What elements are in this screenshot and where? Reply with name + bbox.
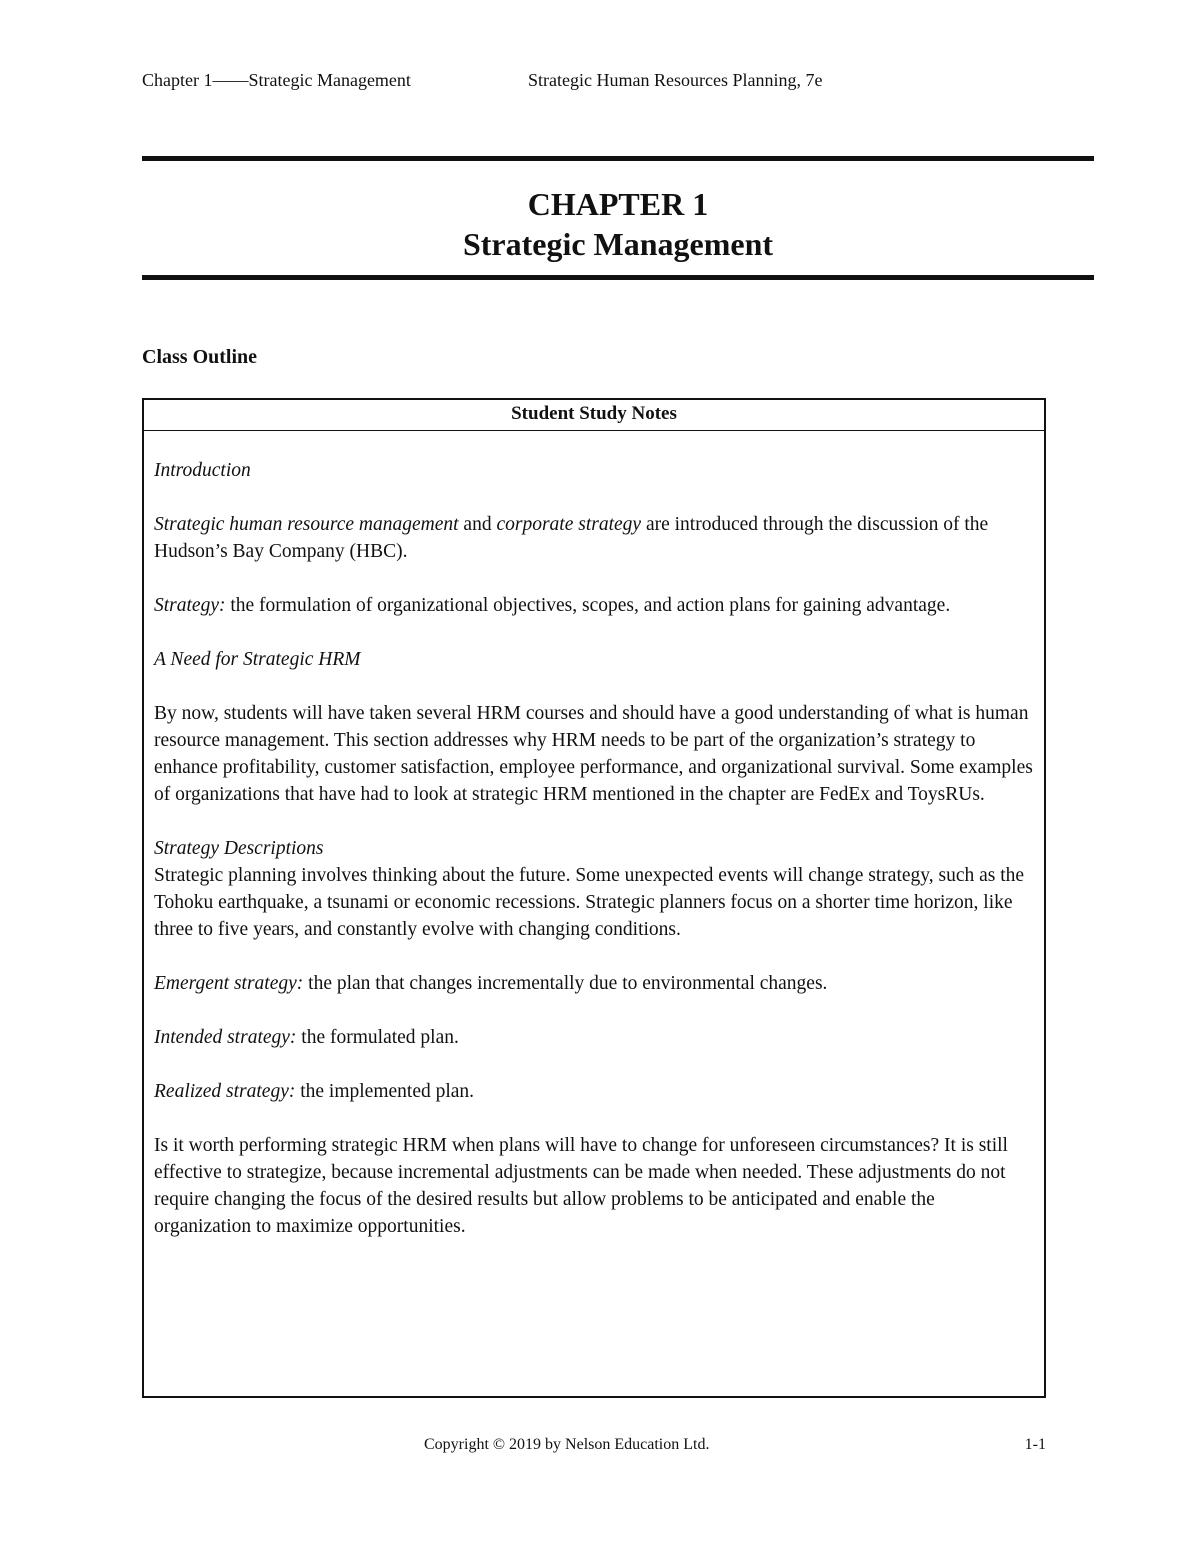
header-book-title: Strategic Human Resources Planning, 7e [528,70,823,90]
emergent-definition [154,970,1034,997]
strategy-def-text: the formulation of organizational objectives, scopes, and action plans for gaining advantage. [225,595,951,616]
intended-def-text: the formulated plan. [296,1027,459,1048]
term-intended: Intended strategy: [154,1027,297,1048]
bottom-rule [142,275,1094,280]
term-corporate-strategy: corporate strategy [496,514,642,535]
header-chapter: Chapter 1——Strategic Management [142,70,411,90]
chapter-title [142,184,1094,264]
need-paragraph: By now, students will have taken several HRM courses and should have a good understanding of what is human resource management. This section addresses why HRM needs to be part of the organization’s strategy to enhance profitability, customer satisfaction, employee performance, and organizational survival. Some examples of organizations that have had to look at strategic HRM mentioned in the chapter are FedEx and ToysRUs. [154,703,1033,805]
intro-paragraph [154,511,1034,565]
closing-paragraph: Is it worth performing strategic HRM when plans will have to change for unforeseen circumstances? It is still effective to strategize, because incremental adjustments can be made when needed. These adjustments do not require changing the focus of the desired results but allow problems to be anticipated and enable the organization to maximize opportunities. [154,1135,1008,1237]
intended-definition [154,1024,1034,1051]
realized-def-text: the implemented plan. [295,1081,475,1102]
term-strategy: Strategy: [154,595,226,616]
study-notes-body [144,431,1044,1240]
term-emergent: Emergent strategy: [154,973,304,994]
study-notes-header: Student Study Notes [144,400,1044,431]
intro-heading: Introduction [154,460,251,481]
chapter-name: Strategic Management [462,226,774,262]
term-strategic-hrm: Strategic human resource management [154,514,459,535]
strategy-definition [154,592,1034,619]
emergent-def-text: the plan that changes incrementally due to environmental changes. [303,973,828,994]
running-header [142,70,1094,98]
descriptions-paragraph: Strategic planning involves thinking about the future. Some unexpected events will change strategy, such as the Tohoku earthquake, a tsunami or economic recessions. Strategic planners focus on a shorter time horizon, like three to five years, and constantly evolve with changing conditions. [154,865,1025,940]
descriptions-heading: Strategy Descriptions [154,838,324,859]
realized-definition [154,1078,1034,1105]
top-rule [142,156,1094,161]
chapter-number: CHAPTER 1 [527,186,709,222]
need-heading: A Need for Strategic HRM [154,649,361,670]
study-notes-table [142,398,1046,1398]
intro-rest: are introduced through the discussion of the Hudson’s Bay Company (HBC). [154,514,989,562]
page-number: 1-1 [1024,1436,1046,1453]
class-outline-heading: Class Outline [142,346,258,368]
copyright-notice: Copyright © 2019 by Nelson Education Ltd. [424,1436,710,1453]
term-realized: Realized strategy: [154,1081,296,1102]
intro-and: and [458,514,497,535]
